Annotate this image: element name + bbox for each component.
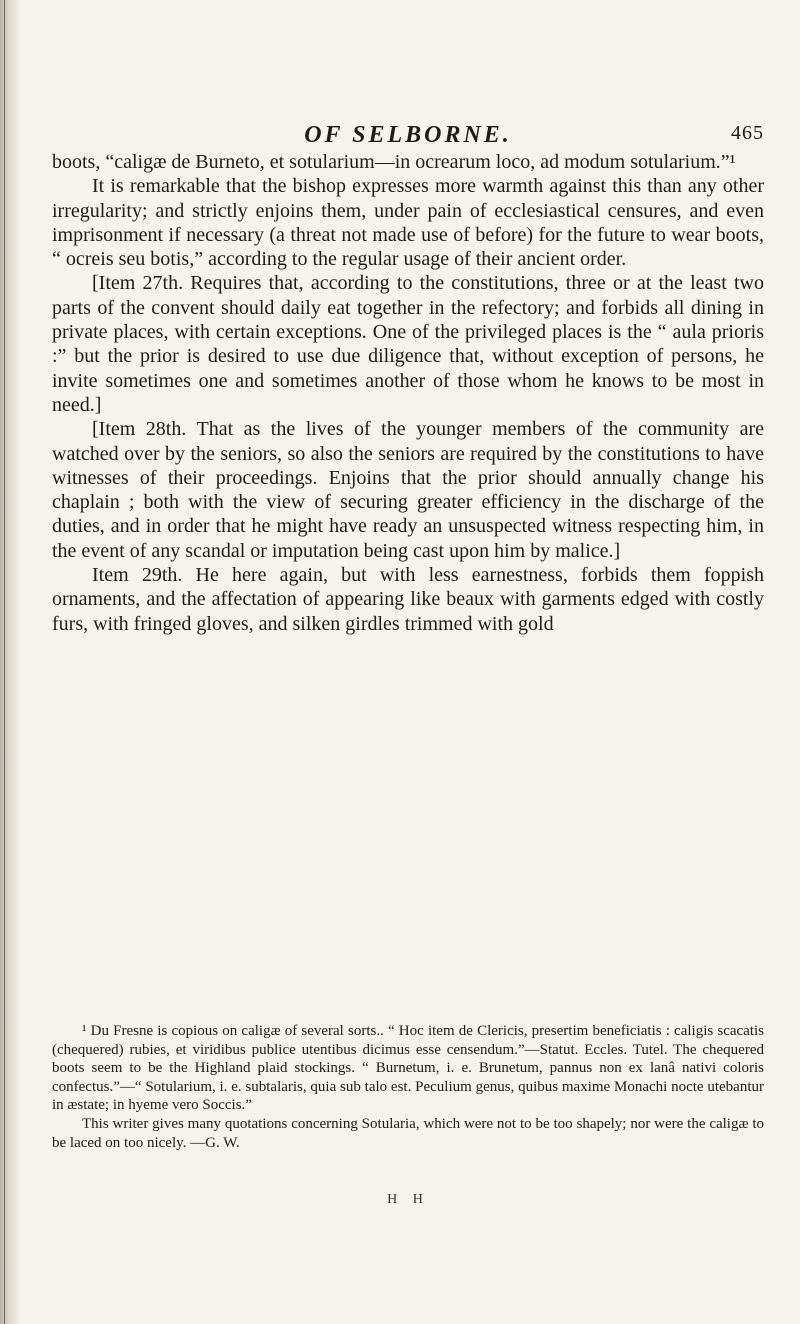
footnotes [52,1022,764,1152]
page-number: 465 [731,122,764,144]
signature-mark: H H [387,1192,429,1207]
running-title: OF SELBORNE. [304,122,512,148]
footnote-1: ¹ Du Fresne is copious on caligæ of several sorts.. “ Hoc item de Clericis, presertim beneficiatis : caligis scacatis (chequered) rubies, et viridibus publice utentibus dicimus esse censendum.”—Statut. Eccles. Tutel. The chequered boots seem to be the Highland plaid stockings. “ Burnetum, i. e. Brunetum, pannus non ex lanâ nativi coloris confectus.”—“ Sotularium, i. e. subtalaris, quia sub talo est. Peculium genus, quibus maxime Monachi nocte utebantur in æstate; in hyeme vero Soccis.” [52,1023,764,1114]
paragraph-item-28: [Item 28th. That as the lives of the younger members of the community are watched over by the seniors, so also the seniors are required by the constitutions to have witnesses of their proceedings. Enjoins that the prior should annually change his chaplain ; both with the view of securing greater efficiency in the discharge of the duties, and in order that he might have ready an unsuspected witness respecting him, in the event of any scandal or imputation being cast upon him by malice.] [52,418,764,562]
paragraph-boots: It is remarkable that the bishop expresses more warmth against this than any other irregularity; and strictly enjoins them, under pain of ecclesiastical censures, and even imprisonment if necessary (a threat not made use of before) for the future to wear boots, “ ocreis seu botis,” according to the regular usage of their ancient order. [52,175,764,271]
binding-edge [4,0,5,1324]
body-text [52,150,764,636]
paragraph-continuation: boots, “caligæ de Burneto, et sotularium—in ocrearum loco, ad modum sotularium.”¹ [52,151,736,173]
footnote-note: This writer gives many quotations concerning Sotularia, which were not to be too shapely; nor were the caligæ to be laced on too nicely. —G. W. [52,1115,764,1151]
book-page [52,0,764,1324]
paragraph-item-27: [Item 27th. Requires that, according to the constitutions, three or at the least two parts of the convent should daily eat together in the refectory; and forbids all dining in private places, with certain exceptions. One of the privileged places is the “ aula prioris :” but the prior is desired to use due diligence that, without exception of persons, he invite sometimes one and sometimes another of those whom he knows to be most in need.] [52,272,764,416]
paragraph-item-29: Item 29th. He here again, but with less earnestness, forbids them foppish ornaments, and the affectation of appearing like beaux with garments edged with costly furs, with fringed gloves, and silken girdles trimmed with gold [52,564,764,635]
